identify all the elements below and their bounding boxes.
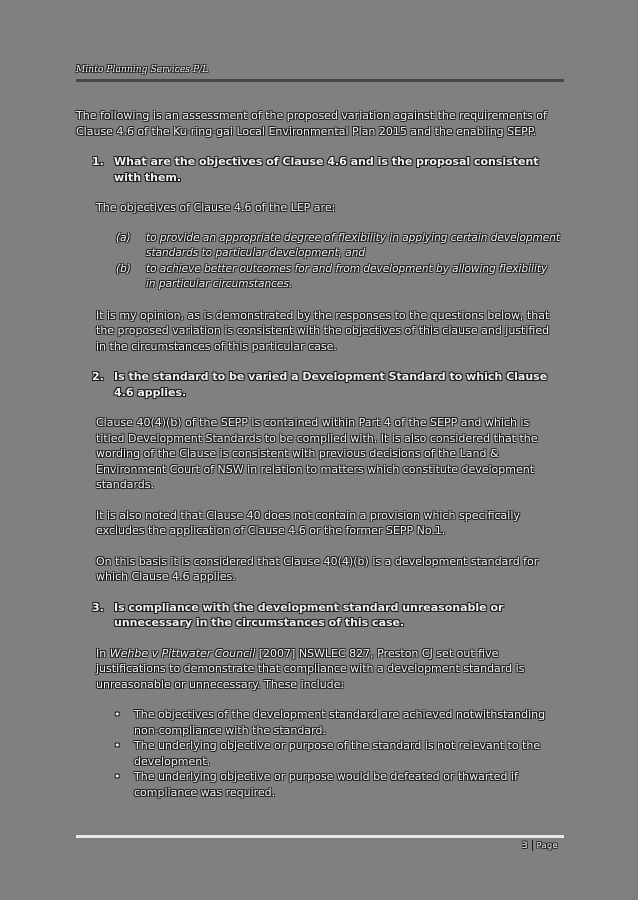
justification-list	[114, 707, 560, 800]
question-heading-1	[92, 154, 560, 185]
question-heading-3	[92, 600, 560, 631]
case-citation: Wehbe v Pittwater Council	[109, 646, 256, 660]
page-footer	[522, 840, 558, 852]
question-heading-2	[92, 369, 560, 400]
clause-40-paragraph: Clause 40(4)(b) of the SEPP is contained within Part 4 of the SEPP and which is titled Development Standards to be complied with. It is also considered that the wording of the Clause is consistent with previous decisions of the Land & Environment Court of NSW in relation to matters which constitute development standards.	[96, 416, 538, 491]
bullet-icon: •	[114, 739, 121, 752]
wehbe-prefix: In	[96, 646, 110, 660]
header-divider	[76, 79, 564, 82]
bullet-text: The objectives of the development standard are achieved notwithstanding non-compliance with the standard.	[134, 708, 546, 737]
basis-paragraph: On this basis it is considered that Clause 40(4)(b) is a development standard for which Clause 4.6 applies.	[96, 554, 539, 583]
page-number: 3	[521, 841, 528, 851]
bullet-icon: •	[114, 770, 121, 783]
list-item	[114, 769, 560, 800]
page-header	[76, 64, 564, 76]
list-item	[114, 707, 560, 738]
question-number: 1.	[92, 155, 104, 168]
objectives-list	[116, 231, 560, 293]
question-number: 3.	[92, 600, 104, 614]
bullet-text: The underlying objective or purpose would be defeated or thwarted if compliance was required.	[134, 770, 518, 799]
page-label: Page	[536, 841, 558, 850]
bullet-icon: •	[114, 708, 121, 721]
footer-separator	[532, 840, 533, 851]
wehbe-paragraph	[96, 646, 560, 693]
header-title: Minto Planning Services P/L	[76, 65, 209, 75]
question-text: What are the objectives of Clause 4.6 and is the proposal consistent with them.	[114, 155, 539, 184]
opinion-paragraph: It is my opinion, as is demonstrated by the responses to the questions below, that the proposed variation is consistent with the objectives of this clause and justified in the circumstances of this particular case.	[96, 308, 550, 353]
question-text: Is compliance with the development standard unreasonable or unnecessary in the circumstances of this case.	[114, 600, 504, 629]
intro-paragraph: The following is an assessment of the proposed variation against the requirements of Clause 4.6 of the Ku-ring-gai Local Environmental Plan 2015 and the enabling SEPP.	[76, 109, 547, 138]
objective-item	[116, 262, 560, 293]
list-item	[114, 738, 560, 769]
document-body	[76, 108, 560, 800]
objective-label: (a)	[116, 231, 131, 244]
question-number: 2.	[92, 370, 104, 383]
objective-label: (b)	[116, 262, 131, 275]
wehbe-suffix: [2007] NSWLEC 827, Preston CJ set out five justifications to demonstrate that compliance with a development standard is unreasonable or unnecessary. These include:	[96, 646, 525, 691]
question-text: Is the standard to be varied a Development Standard to which Clause 4.6 applies.	[114, 370, 548, 399]
bullet-text: The underlying objective or purpose of the standard is not relevant to the development.	[134, 739, 541, 768]
objective-item	[116, 231, 560, 262]
objectives-lead: The objectives of Clause 4.6 of the LEP are:	[96, 201, 336, 214]
footer-divider	[76, 835, 564, 838]
objective-text: to achieve better outcomes for and from development by allowing flexibility in particular circumstances.	[146, 262, 548, 290]
provision-note-paragraph: It is also noted that Clause 40 does not contain a provision which specifically excludes the application of Clause 4.6 or the former SEPP No.1.	[96, 508, 520, 537]
objective-text: to provide an appropriate degree of flexibility in applying certain development standards to particular development, and	[146, 231, 560, 259]
